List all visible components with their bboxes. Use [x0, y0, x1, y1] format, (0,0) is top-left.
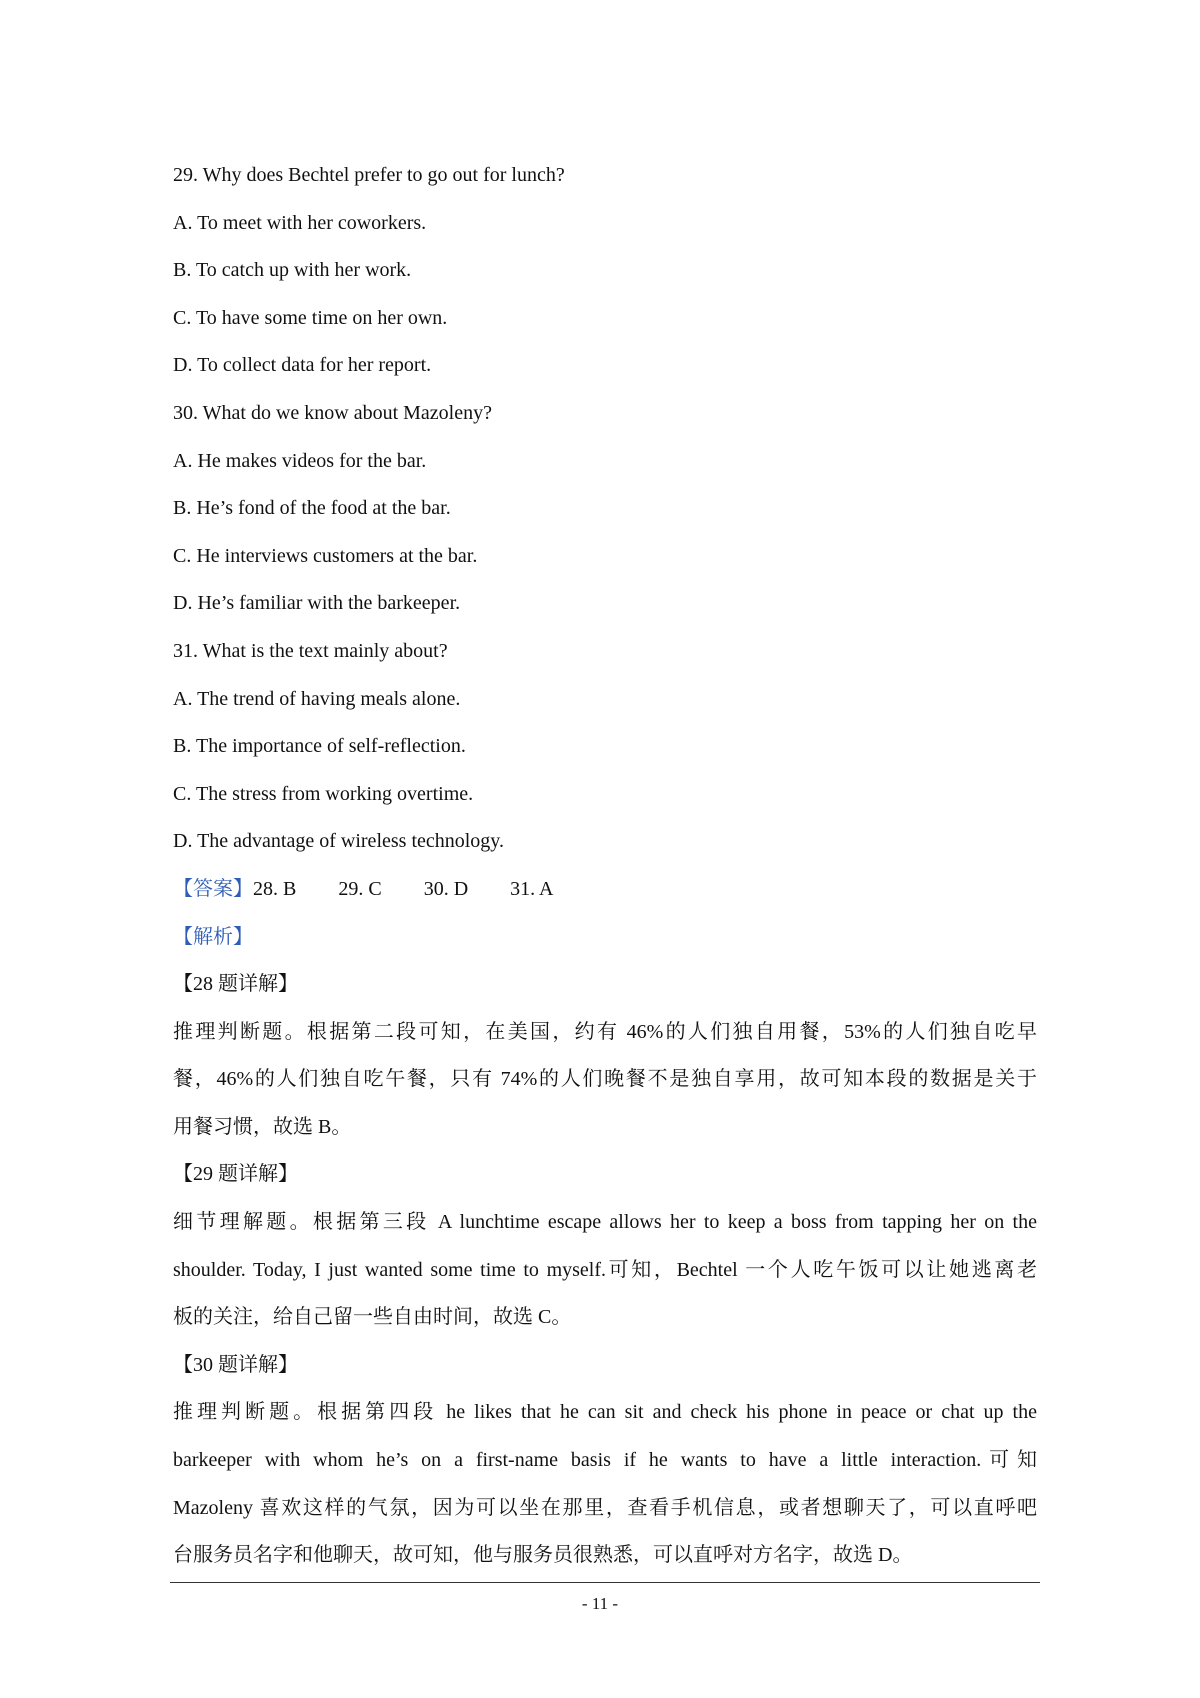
answer-item: 31. A [510, 877, 554, 900]
detail-line: 板的关注，给自己留一些自由时间，故选 C。 [173, 1306, 572, 1329]
option: B. To catch up with her work. [173, 259, 412, 282]
answer-line [173, 866, 1037, 914]
option: C. To have some time on her own. [173, 306, 448, 329]
page-content [173, 152, 1037, 1580]
answer-item: 29. C [338, 877, 382, 900]
detail-heading: 【28 题详解】 [173, 973, 298, 996]
option: A. To meet with her coworkers. [173, 211, 427, 234]
footer-divider [170, 1582, 1040, 1583]
answer-label: 【答案】 [173, 877, 253, 900]
answer-item: 30. D [423, 877, 469, 900]
detail-line: 细节理解题。根据第三段 A lunchtime escape allows her to keep a boss from tapping her on the [173, 1211, 1037, 1234]
question-stem: 30. What do we know about Mazoleny? [173, 401, 492, 424]
option: A. The trend of having meals alone. [173, 687, 461, 710]
detail-line: 用餐习惯，故选 B。 [173, 1115, 352, 1138]
option: B. He’s fond of the food at the bar. [173, 497, 451, 520]
question-stem: 31. What is the text mainly about? [173, 639, 448, 662]
detail-heading: 【30 题详解】 [173, 1353, 298, 1376]
analysis-label: 【解析】 [173, 925, 253, 948]
detail-line: shoulder. Today, I just wanted some time to myself.可知，Bechtel 一个人吃午饭可以让她逃离老 [173, 1258, 1037, 1281]
option: B. The importance of self-reflection. [173, 735, 466, 758]
detail-line: 餐，46%的人们独自吃午餐，只有 74%的人们晚餐不是独自享用，故可知本段的数据是关于 [173, 1068, 1037, 1091]
detail-line: barkeeper with whom he’s on a first-name basis if he wants to have a little interaction.可知 [173, 1449, 1037, 1472]
question-stem: 29. Why does Bechtel prefer to go out for lunch? [173, 164, 565, 186]
option: A. He makes videos for the bar. [173, 449, 427, 472]
option: C. The stress from working overtime. [173, 782, 474, 805]
detail-line: 推理判断题。根据第二段可知，在美国，约有 46%的人们独自用餐，53%的人们独自吃早 [173, 1020, 1037, 1043]
detail-heading: 【29 题详解】 [173, 1163, 298, 1186]
detail-line: 推理判断题。根据第四段 he likes that he can sit and check his phone in peace or chat up the [173, 1401, 1037, 1424]
detail-line: 台服务员名字和他聊天，故可知，他与服务员很熟悉，可以直呼对方名字，故选 D。 [173, 1544, 913, 1567]
detail-line: Mazoleny 喜欢这样的气氛，因为可以坐在那里，查看手机信息，或者想聊天了，可以直呼吧 [173, 1496, 1037, 1519]
option: D. He’s familiar with the barkeeper. [173, 592, 461, 615]
answer-item: 28. B [253, 877, 297, 900]
option: C. He interviews customers at the bar. [173, 544, 478, 567]
page-number: - 11 - [581, 1594, 619, 1613]
option: D. The advantage of wireless technology. [173, 830, 505, 853]
option: D. To collect data for her report. [173, 354, 432, 377]
